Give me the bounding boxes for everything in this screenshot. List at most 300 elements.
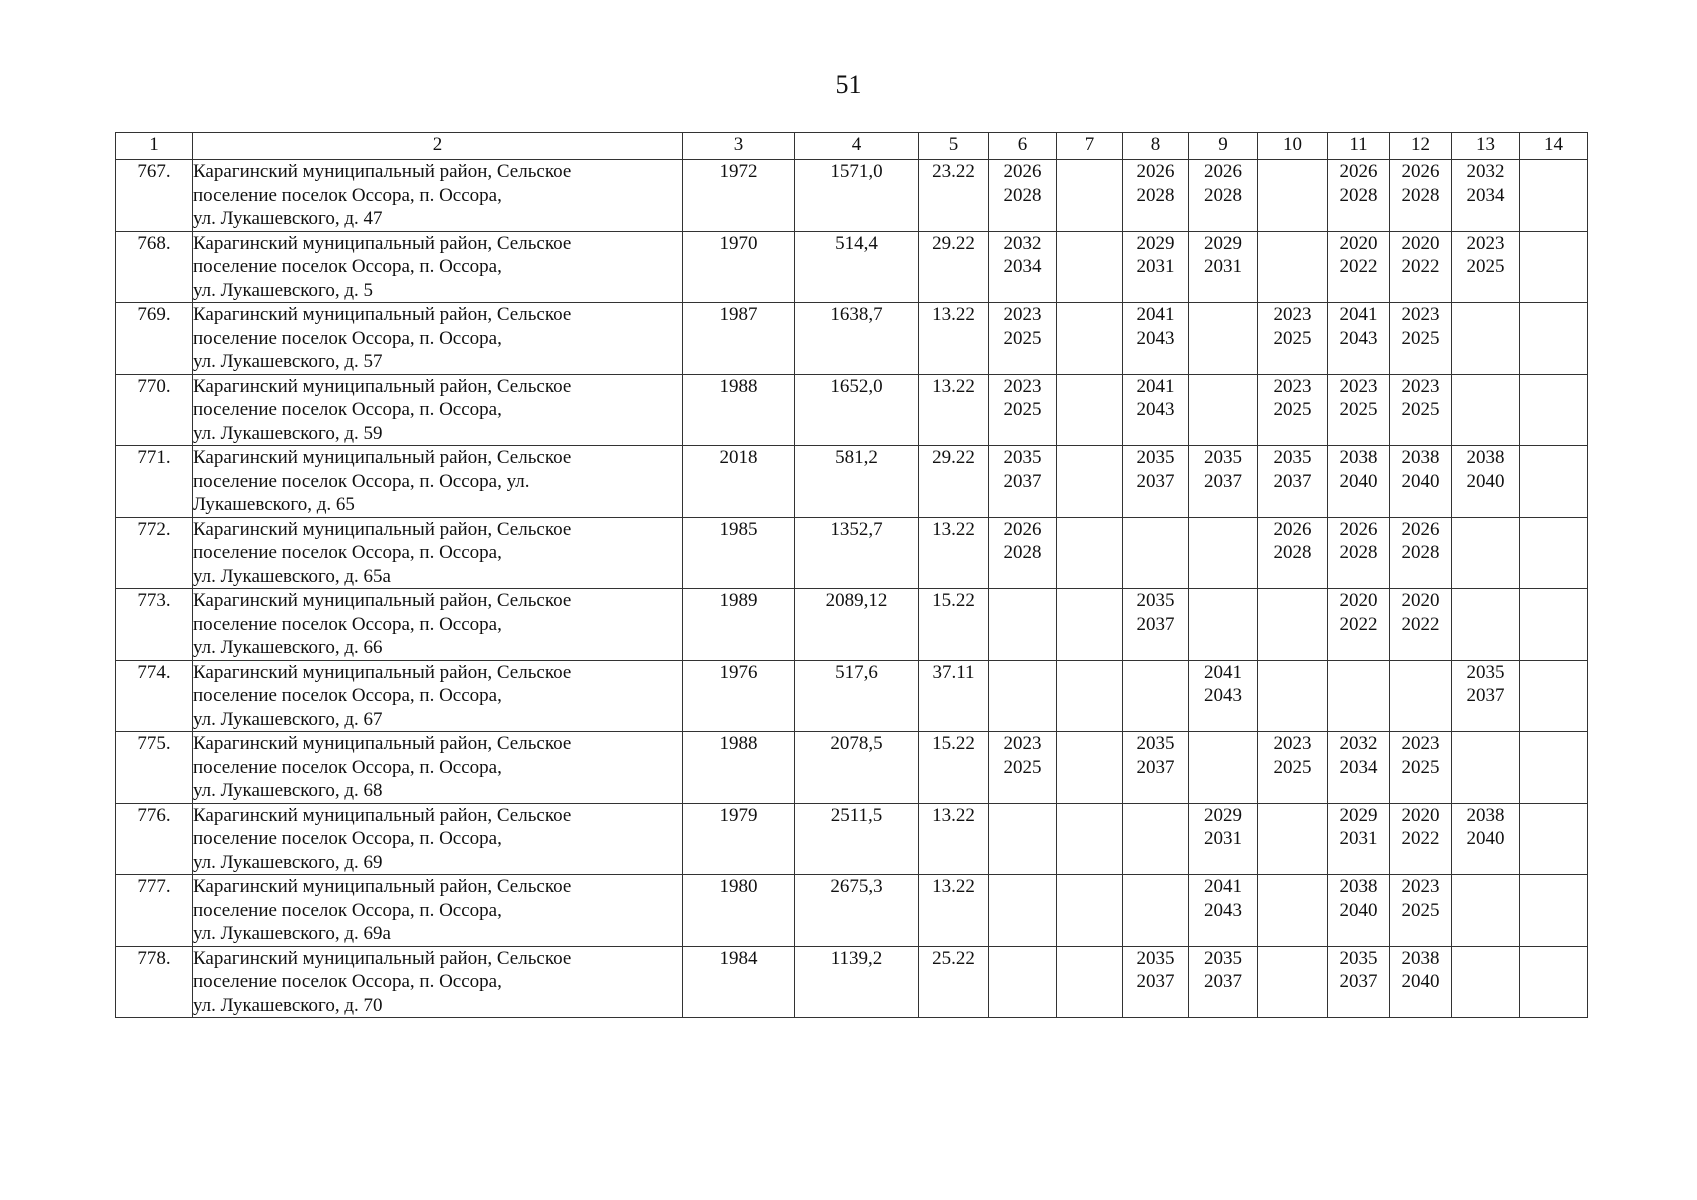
period-year: 2023: [1003, 304, 1042, 325]
address-line: Карагинский муниципальный район, Сельское: [193, 733, 572, 754]
period-year: 2035: [1003, 447, 1042, 468]
address-line: Карагинский муниципальный район, Сельское: [193, 304, 572, 325]
period-year: 2031: [1204, 256, 1242, 277]
period-year: 2026: [1401, 161, 1440, 182]
address-line: ул. Лукашевского, д. 70: [193, 994, 383, 1016]
row-number-cell: 771.: [116, 446, 193, 518]
period-cell-c12: [1390, 446, 1452, 518]
period-cell-c11: [1328, 732, 1390, 804]
period-year: 2026: [1339, 161, 1378, 182]
area-cell: 2675,3: [795, 875, 919, 947]
period-cell-c10: [1258, 875, 1328, 947]
address-cell: [193, 160, 683, 232]
period-cell-c9: [1189, 660, 1258, 732]
table-row: [116, 303, 1588, 375]
period-cell-c13: [1452, 589, 1520, 661]
period-year: 2020: [1339, 232, 1378, 254]
period-cell-c9: [1189, 303, 1258, 375]
period-cell-c11: [1328, 446, 1390, 518]
period-cell-c8: [1123, 303, 1189, 375]
address-line: ул. Лукашевского, д. 47: [193, 208, 383, 229]
period-cell-c14: [1520, 589, 1588, 661]
period-year: 2025: [1401, 756, 1440, 778]
address-line: поселение поселок Оссора, п. Оссора,: [193, 828, 502, 849]
row-number-cell: 767.: [116, 160, 193, 232]
period-cell-c14: [1520, 446, 1588, 518]
period-year: 2026: [1136, 161, 1175, 182]
period-year: 2043: [1136, 327, 1175, 349]
address-line: поселение поселок Оссора, п. Оссора,: [193, 613, 502, 635]
period-year: 2028: [1401, 184, 1440, 206]
period-cell-c14: [1520, 946, 1588, 1018]
address-line: Карагинский муниципальный район, Сельское: [193, 232, 572, 254]
period-cell-c10: [1258, 946, 1328, 1018]
address-cell: [193, 660, 683, 732]
column-header: 4: [795, 133, 919, 160]
period-cell-c12: [1390, 160, 1452, 232]
period-cell-c11: [1328, 946, 1390, 1018]
period-cell-c9: [1189, 875, 1258, 947]
period-year: 2022: [1339, 613, 1378, 635]
address-line: Карагинский муниципальный район, Сельское: [193, 947, 572, 969]
period-year: 2035: [1136, 733, 1175, 754]
address-line: ул. Лукашевского, д. 66: [193, 637, 383, 658]
period-year: 2037: [1136, 756, 1175, 778]
period-year: 2025: [1273, 399, 1312, 420]
code-cell: 13.22: [919, 374, 989, 446]
table-row: [116, 374, 1588, 446]
period-year: 2031: [1339, 828, 1378, 849]
period-year: 2037: [1204, 971, 1242, 992]
period-cell-c14: [1520, 303, 1588, 375]
period-year: 2025: [1401, 399, 1440, 420]
address-line: ул. Лукашевского, д. 68: [193, 780, 383, 801]
period-year: 2022: [1401, 256, 1440, 277]
period-year: 2032: [1339, 733, 1378, 754]
period-cell-c6: [989, 660, 1057, 732]
period-year: 2020: [1401, 804, 1440, 826]
period-year: 2025: [1401, 327, 1440, 349]
period-year: 2032: [1003, 232, 1042, 254]
row-number-cell: 777.: [116, 875, 193, 947]
period-year: 2035: [1136, 947, 1175, 969]
row-number-cell: 769.: [116, 303, 193, 375]
period-cell-c11: [1328, 517, 1390, 589]
row-number-cell: 768.: [116, 231, 193, 303]
address-line: поселение поселок Оссора, п. Оссора,: [193, 399, 502, 420]
address-cell: [193, 732, 683, 804]
period-cell-c8: [1123, 732, 1189, 804]
code-cell: 13.22: [919, 303, 989, 375]
address-line: поселение поселок Оссора, п. Оссора,: [193, 971, 502, 992]
period-year: 2023: [1401, 733, 1440, 754]
area-cell: 1571,0: [795, 160, 919, 232]
period-cell-c14: [1520, 231, 1588, 303]
address-line: поселение поселок Оссора, п. Оссора,: [193, 542, 502, 563]
column-header: 8: [1123, 133, 1189, 160]
period-cell-c13: [1452, 160, 1520, 232]
period-cell-c10: [1258, 160, 1328, 232]
period-year: 2026: [1204, 161, 1242, 182]
period-year: 2028: [1003, 184, 1042, 206]
build-year-cell: 1984: [683, 946, 795, 1018]
period-year: 2023: [1401, 304, 1440, 325]
address-line: поселение поселок Оссора, п. Оссора,: [193, 756, 502, 778]
period-year: 2029: [1204, 804, 1242, 826]
period-cell-c6: [989, 374, 1057, 446]
address-line: Карагинский муниципальный район, Сельское: [193, 375, 572, 397]
address-line: Карагинский муниципальный район, Сельское: [193, 876, 572, 897]
period-cell-c10: [1258, 517, 1328, 589]
table-row: [116, 732, 1588, 804]
period-cell-c13: [1452, 231, 1520, 303]
period-cell-c8: [1123, 589, 1189, 661]
period-year: 2040: [1339, 470, 1378, 492]
period-year: 2038: [1466, 447, 1505, 468]
code-cell: 15.22: [919, 732, 989, 804]
period-cell-c7: [1057, 160, 1123, 232]
table-row: [116, 446, 1588, 518]
period-cell-c14: [1520, 517, 1588, 589]
period-cell-c13: [1452, 660, 1520, 732]
table-row: [116, 946, 1588, 1018]
row-number-cell: 773.: [116, 589, 193, 661]
area-cell: 581,2: [795, 446, 919, 518]
period-cell-c11: [1328, 303, 1390, 375]
period-year: 2040: [1339, 899, 1378, 921]
period-year: 2022: [1401, 613, 1440, 635]
build-year-cell: 1972: [683, 160, 795, 232]
period-year: 2026: [1339, 518, 1378, 540]
address-line: ул. Лукашевского, д. 67: [193, 708, 383, 730]
table-row: [116, 160, 1588, 232]
build-year-cell: 2018: [683, 446, 795, 518]
period-cell-c7: [1057, 589, 1123, 661]
period-year: 2023: [1273, 304, 1312, 325]
period-cell-c6: [989, 446, 1057, 518]
area-cell: 1139,2: [795, 946, 919, 1018]
build-year-cell: 1988: [683, 732, 795, 804]
period-cell-c10: [1258, 374, 1328, 446]
period-cell-c11: [1328, 374, 1390, 446]
period-year: 2025: [1466, 256, 1505, 277]
row-number-cell: 778.: [116, 946, 193, 1018]
address-cell: [193, 374, 683, 446]
period-cell-c11: [1328, 231, 1390, 303]
period-cell-c8: [1123, 160, 1189, 232]
period-cell-c9: [1189, 517, 1258, 589]
period-year: 2020: [1339, 590, 1378, 611]
period-cell-c12: [1390, 875, 1452, 947]
period-year: 2037: [1003, 470, 1042, 492]
period-cell-c8: [1123, 803, 1189, 875]
address-line: ул. Лукашевского, д. 69: [193, 851, 383, 873]
period-year: 2037: [1339, 971, 1378, 992]
period-cell-c13: [1452, 803, 1520, 875]
build-year-cell: 1985: [683, 517, 795, 589]
period-year: 2023: [1003, 375, 1042, 397]
period-year: 2041: [1204, 876, 1242, 897]
period-year: 2041: [1204, 661, 1242, 683]
address-cell: [193, 446, 683, 518]
period-year: 2023: [1273, 375, 1312, 397]
period-cell-c12: [1390, 660, 1452, 732]
build-year-cell: 1988: [683, 374, 795, 446]
address-line: ул. Лукашевского, д. 57: [193, 351, 383, 372]
period-cell-c14: [1520, 660, 1588, 732]
column-header: 3: [683, 133, 795, 160]
column-header: 13: [1452, 133, 1520, 160]
period-cell-c7: [1057, 303, 1123, 375]
period-year: 2031: [1136, 256, 1175, 277]
period-year: 2025: [1273, 756, 1312, 778]
code-cell: 13.22: [919, 875, 989, 947]
period-year: 2026: [1273, 518, 1312, 540]
address-cell: [193, 803, 683, 875]
address-line: поселение поселок Оссора, п. Оссора,: [193, 256, 502, 277]
period-cell-c12: [1390, 374, 1452, 446]
period-cell-c11: [1328, 803, 1390, 875]
code-cell: 29.22: [919, 231, 989, 303]
period-cell-c7: [1057, 732, 1123, 804]
period-year: 2023: [1401, 876, 1440, 897]
address-line: Карагинский муниципальный район, Сельское: [193, 661, 572, 683]
period-year: 2023: [1339, 375, 1378, 397]
period-year: 2038: [1401, 447, 1440, 468]
period-cell-c13: [1452, 732, 1520, 804]
period-year: 2035: [1339, 947, 1378, 969]
period-cell-c10: [1258, 446, 1328, 518]
table-body: [116, 160, 1588, 1018]
period-year: 2028: [1003, 542, 1042, 563]
column-header: 1: [116, 133, 193, 160]
period-year: 2022: [1339, 256, 1378, 277]
period-cell-c9: [1189, 732, 1258, 804]
housing-register-table: [115, 132, 1588, 1018]
period-year: 2037: [1273, 470, 1312, 492]
period-year: 2029: [1339, 804, 1378, 826]
area-cell: 2089,12: [795, 589, 919, 661]
period-year: 2028: [1204, 184, 1242, 206]
table-row: [116, 589, 1588, 661]
address-line: ул. Лукашевского, д. 65а: [193, 565, 391, 587]
period-cell-c14: [1520, 803, 1588, 875]
period-cell-c12: [1390, 803, 1452, 875]
address-line: поселение поселок Оссора, п. Оссора,: [193, 327, 502, 349]
period-cell-c8: [1123, 875, 1189, 947]
column-header: 9: [1189, 133, 1258, 160]
period-cell-c12: [1390, 589, 1452, 661]
period-year: 2023: [1003, 733, 1042, 754]
period-year: 2035: [1204, 947, 1242, 969]
period-cell-c10: [1258, 660, 1328, 732]
period-year: 2037: [1136, 971, 1175, 992]
table-row: [116, 875, 1588, 947]
address-line: поселение поселок Оссора, п. Оссора,: [193, 184, 502, 206]
period-cell-c13: [1452, 517, 1520, 589]
period-cell-c8: [1123, 517, 1189, 589]
period-cell-c10: [1258, 803, 1328, 875]
address-line: ул. Лукашевского, д. 59: [193, 422, 383, 444]
period-year: 2025: [1003, 327, 1042, 349]
period-year: 2037: [1136, 613, 1175, 635]
period-year: 2038: [1466, 804, 1505, 826]
period-year: 2037: [1466, 685, 1505, 706]
period-cell-c12: [1390, 946, 1452, 1018]
period-cell-c7: [1057, 946, 1123, 1018]
period-year: 2040: [1401, 470, 1440, 492]
period-cell-c6: [989, 875, 1057, 947]
period-cell-c14: [1520, 374, 1588, 446]
period-year: 2020: [1401, 590, 1440, 611]
address-line: поселение поселок Оссора, п. Оссора, ул.: [193, 470, 530, 492]
address-cell: [193, 946, 683, 1018]
address-cell: [193, 303, 683, 375]
period-cell-c7: [1057, 660, 1123, 732]
period-cell-c10: [1258, 589, 1328, 661]
area-cell: 2078,5: [795, 732, 919, 804]
period-year: 2041: [1339, 304, 1378, 325]
column-header: 10: [1258, 133, 1328, 160]
period-cell-c8: [1123, 660, 1189, 732]
code-cell: 25.22: [919, 946, 989, 1018]
period-year: 2023: [1401, 375, 1440, 397]
period-year: 2035: [1136, 590, 1175, 611]
area-cell: 2511,5: [795, 803, 919, 875]
period-cell-c6: [989, 946, 1057, 1018]
period-year: 2041: [1136, 304, 1175, 325]
period-cell-c10: [1258, 231, 1328, 303]
build-year-cell: 1987: [683, 303, 795, 375]
period-cell-c13: [1452, 946, 1520, 1018]
period-year: 2040: [1466, 470, 1505, 492]
build-year-cell: 1976: [683, 660, 795, 732]
period-year: 2040: [1466, 828, 1505, 849]
period-year: 2023: [1466, 232, 1505, 254]
period-year: 2025: [1273, 327, 1312, 349]
area-cell: 1652,0: [795, 374, 919, 446]
period-cell-c8: [1123, 374, 1189, 446]
period-year: 2043: [1204, 685, 1242, 706]
period-year: 2043: [1339, 327, 1378, 349]
period-cell-c9: [1189, 589, 1258, 661]
period-year: 2035: [1136, 447, 1175, 468]
period-year: 2043: [1204, 899, 1242, 921]
period-year: 2029: [1204, 232, 1242, 254]
address-line: ул. Лукашевского, д. 5: [193, 279, 374, 301]
period-year: 2028: [1136, 184, 1175, 206]
period-cell-c11: [1328, 160, 1390, 232]
period-year: 2026: [1003, 161, 1042, 182]
period-cell-c6: [989, 231, 1057, 303]
address-line: ул. Лукашевского, д. 69а: [193, 923, 391, 944]
period-cell-c9: [1189, 160, 1258, 232]
period-year: 2035: [1204, 447, 1242, 468]
column-header: 14: [1520, 133, 1588, 160]
period-cell-c7: [1057, 517, 1123, 589]
row-number-cell: 772.: [116, 517, 193, 589]
period-cell-c6: [989, 517, 1057, 589]
table-row: [116, 660, 1588, 732]
period-cell-c14: [1520, 875, 1588, 947]
period-year: 2031: [1204, 828, 1242, 849]
period-year: 2020: [1401, 232, 1440, 254]
period-year: 2037: [1136, 470, 1175, 492]
period-cell-c11: [1328, 875, 1390, 947]
period-year: 2028: [1339, 184, 1378, 206]
address-line: Лукашевского, д. 65: [193, 494, 355, 515]
address-cell: [193, 517, 683, 589]
period-year: 2028: [1339, 542, 1378, 563]
address-cell: [193, 875, 683, 947]
period-year: 2023: [1273, 733, 1312, 754]
period-year: 2040: [1401, 971, 1440, 992]
period-year: 2034: [1466, 184, 1505, 206]
period-cell-c6: [989, 589, 1057, 661]
period-year: 2025: [1339, 399, 1378, 420]
code-cell: 37.11: [919, 660, 989, 732]
period-cell-c7: [1057, 875, 1123, 947]
code-cell: 15.22: [919, 589, 989, 661]
period-cell-c7: [1057, 231, 1123, 303]
table-row: [116, 803, 1588, 875]
period-year: 2025: [1003, 756, 1042, 778]
period-cell-c9: [1189, 946, 1258, 1018]
row-number-cell: 774.: [116, 660, 193, 732]
address-line: Карагинский муниципальный район, Сельское: [193, 804, 572, 826]
period-year: 2032: [1466, 161, 1505, 182]
period-cell-c14: [1520, 160, 1588, 232]
address-cell: [193, 231, 683, 303]
area-cell: 517,6: [795, 660, 919, 732]
period-year: 2041: [1136, 375, 1175, 397]
area-cell: 514,4: [795, 231, 919, 303]
period-cell-c9: [1189, 803, 1258, 875]
period-year: 2038: [1339, 876, 1378, 897]
table-row: [116, 517, 1588, 589]
period-cell-c12: [1390, 732, 1452, 804]
period-cell-c12: [1390, 231, 1452, 303]
code-cell: 13.22: [919, 517, 989, 589]
build-year-cell: 1970: [683, 231, 795, 303]
period-year: 2028: [1273, 542, 1312, 563]
area-cell: 1638,7: [795, 303, 919, 375]
period-cell-c8: [1123, 446, 1189, 518]
period-cell-c6: [989, 803, 1057, 875]
period-cell-c12: [1390, 517, 1452, 589]
period-year: 2034: [1339, 756, 1378, 778]
row-number-cell: 776.: [116, 803, 193, 875]
code-cell: 13.22: [919, 803, 989, 875]
period-cell-c7: [1057, 374, 1123, 446]
column-header: 5: [919, 133, 989, 160]
period-year: 2026: [1401, 518, 1440, 540]
period-year: 2025: [1003, 399, 1042, 420]
area-cell: 1352,7: [795, 517, 919, 589]
column-header: 7: [1057, 133, 1123, 160]
period-year: 2034: [1003, 256, 1042, 277]
period-cell-c9: [1189, 446, 1258, 518]
period-cell-c8: [1123, 231, 1189, 303]
period-cell-c6: [989, 732, 1057, 804]
code-cell: 23.22: [919, 160, 989, 232]
address-line: поселение поселок Оссора, п. Оссора,: [193, 685, 502, 706]
period-cell-c13: [1452, 875, 1520, 947]
period-cell-c13: [1452, 446, 1520, 518]
period-cell-c9: [1189, 231, 1258, 303]
build-year-cell: 1979: [683, 803, 795, 875]
address-line: поселение поселок Оссора, п. Оссора,: [193, 899, 502, 921]
